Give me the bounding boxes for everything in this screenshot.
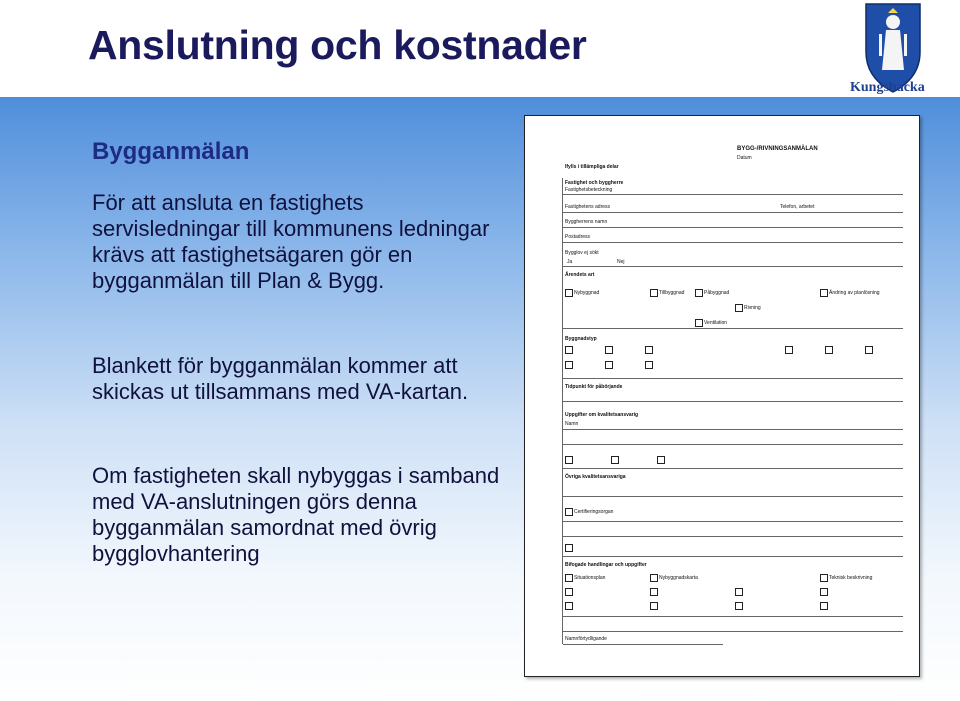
- form-section-1: Fastighet och byggherre: [565, 180, 624, 186]
- form-field: Nybyggnadskarta: [659, 575, 698, 581]
- form-field: Nybyggnad: [574, 290, 600, 296]
- form-field: Bygglov ej sökt: [565, 250, 599, 256]
- form-section-7: Bifogade handlingar och uppgifter: [565, 562, 647, 568]
- form-field: Tillbyggnad: [659, 290, 685, 296]
- form-field: Rivning: [744, 305, 761, 311]
- form-field: Certifieringsorgan: [574, 509, 614, 515]
- form-field: Nej: [617, 259, 625, 265]
- form-field: Påbyggnad: [704, 290, 730, 296]
- form-field: Situationsplan: [574, 575, 606, 581]
- form-date-label: Datum: [737, 155, 752, 161]
- form-field: Fastighetsbeteckning: [565, 187, 613, 193]
- paragraph-2: Blankett för bygganmälan kommer att skickas ut tillsammans med VA-kartan.: [92, 353, 469, 404]
- form-section-4: Tidpunkt för påbörjande: [565, 384, 623, 390]
- form-section-5: Uppgifter om kvalitetsansvarig: [565, 412, 639, 418]
- form-image: [524, 115, 920, 677]
- form-field: Fastighetens adress: [565, 204, 611, 210]
- form-field: Teknisk beskrivning: [829, 575, 873, 581]
- form-field: Ja: [567, 259, 573, 265]
- form-field: Byggherrens namn: [565, 219, 608, 225]
- paragraph-1: För att ansluta en fastighets servisledningar till kommunens ledningar krävs att fastighetsägaren gör en bygganmälan till Plan & Bygg.: [92, 190, 490, 293]
- section-heading: Bygganmälan: [92, 138, 250, 165]
- form-instruction: Ifylls i tillämpliga delar: [565, 164, 619, 170]
- form-section-6: Övriga kvalitetsansvariga: [565, 474, 626, 480]
- form-field: Postadress: [565, 234, 591, 240]
- logo-text: Kungsbacka: [850, 80, 925, 95]
- form-field: Telefon, arbetet: [780, 204, 815, 210]
- form-field: Namn: [565, 421, 579, 427]
- form-section-2: Ärendets art: [565, 272, 595, 278]
- form-title: BYGG-/RIVNINGSANMÄLAN: [737, 146, 818, 152]
- page-title: Anslutning och kostnader: [88, 22, 587, 68]
- form-field: Ventilation: [704, 320, 728, 326]
- form-section-3: Byggnadstyp: [565, 336, 597, 342]
- form-field: Ändring av planlösning: [829, 290, 880, 296]
- paragraph-3: Om fastigheten skall nybyggas i samband med VA-anslutningen görs denna bygganmälan samordnat med övrig bygglovhantering: [92, 463, 500, 566]
- form-field: Namnförtydligande: [565, 636, 607, 642]
